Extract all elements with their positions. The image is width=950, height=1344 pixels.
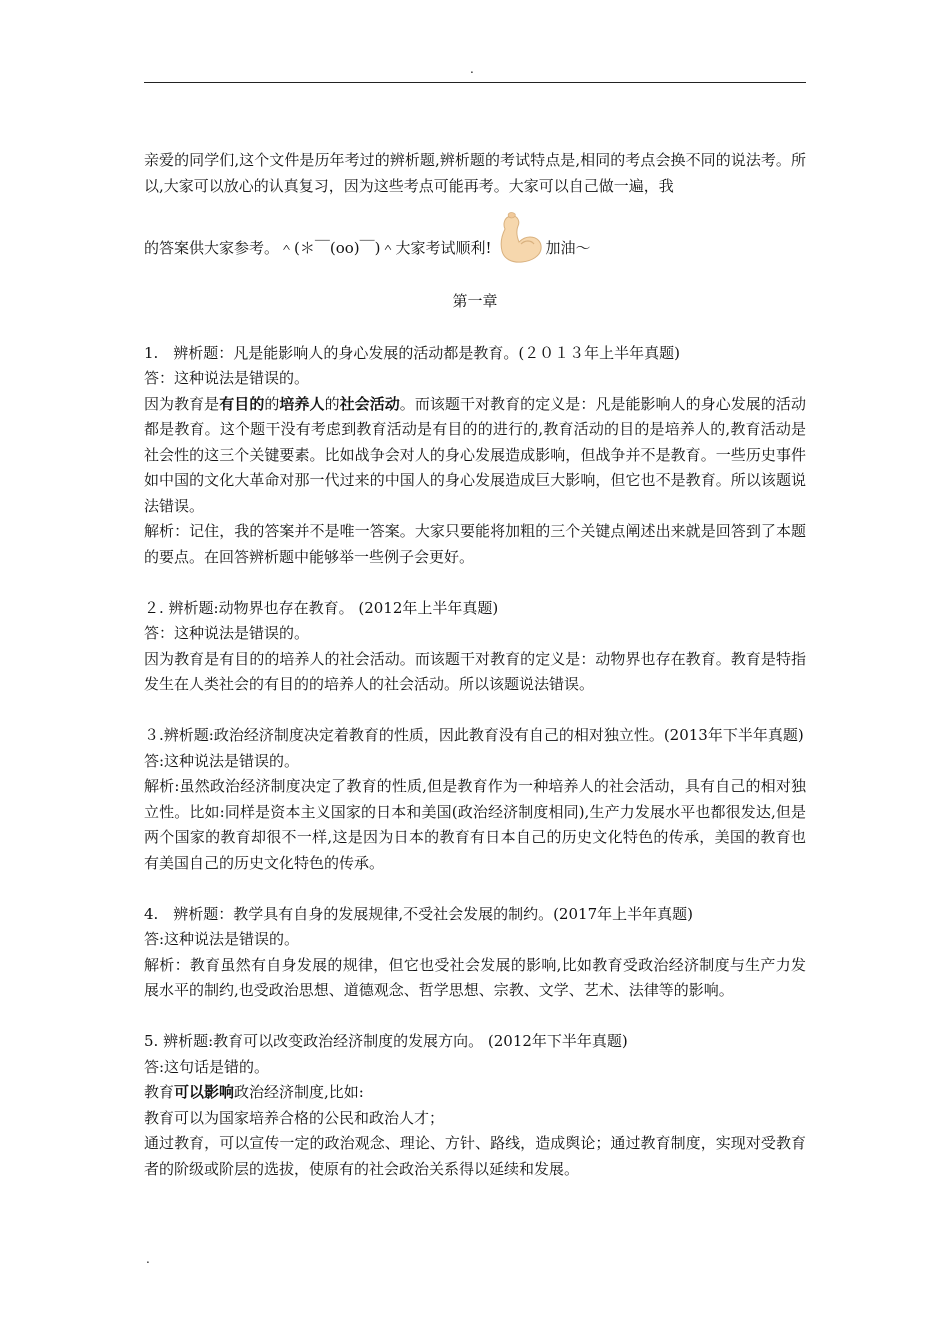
analysis-note: 解析：记住，我的答案并不是唯一答案。大家只要能将加粗的三个关键点阐述出来就是回答到了本题的要点。在回答辨析题中能够举一些例子会更好。 — [144, 522, 806, 566]
body-text: 因为教育是 — [144, 394, 220, 413]
answer-line: 答:这种说法是错误的。 — [144, 751, 300, 770]
document-body — [144, 148, 806, 1208]
footer-mark: . — [146, 1252, 150, 1266]
answer-body-line: 通过教育，可以宣传一定的政治观念、理论、方针、路线，造成舆论；通过教育制度，实现对受教育者的阶级或阶层的选拔，使原有的社会政治关系得以延续和发展。 — [144, 1134, 806, 1178]
key-point: 有目的 — [219, 394, 265, 413]
answer-line: 答：这种说法是错误的。 — [144, 369, 310, 387]
question-prompt: ２. 辨析题:动物界也存在教育。 (2012年上半年真题) — [144, 598, 499, 617]
answer-line: 答：这种说法是错误的。 — [144, 624, 310, 642]
answer-body — [144, 392, 806, 520]
question-prompt: 5. 辨析题:教育可以改变政治经济制度的发展方向。 (2012年下半年真题) — [144, 1032, 628, 1050]
answer-body: 因为教育是有目的的培养人的社会活动。而该题干对教育的定义是：动物界也存在教育。教育是特指发生在人类社会的有目的的培养人的社会活动。所以该题说法错误。 — [144, 649, 806, 693]
flexed-biceps-icon — [494, 209, 544, 265]
question-prompt: 4. 辨析题：教学具有自身的发展规律,不受社会发展的制约。(2017年上半年真题) — [144, 904, 693, 923]
intro-closing — [144, 209, 806, 261]
body-text: 政治经济制度,比如: — [234, 1083, 364, 1101]
key-point: 培养人 — [279, 394, 325, 413]
question-3 — [144, 723, 806, 876]
answer-body: 解析：教育虽然有自身发展的规律，但它也受社会发展的影响,比如教育受政治经济制度与生产力发展水平的制约,也受政治思想、道德观念、哲学思想、宗教、文学、艺术、法律等的影响。 — [144, 955, 806, 999]
header-rule — [144, 82, 806, 83]
body-text: 。而该题干对教育的定义是：凡是能影响人的身心发展的活动都是教育。这个题干没有考虑到教育活动是有目的的进行的,教育活动的目的是培养人的,教育活动是社会性的这三个关键要素。比如战争会对人的身心发展造成影响，但战争并不是教育。一些历史事件如中国的文化大革命对那一代过来的中国人的身心发展造成巨大影响，但它也不是教育。所以该题说法错误。 — [144, 394, 806, 515]
intro-closing-text: 的答案供大家参考。＾(＊￣(oo)￣)＾大家考试顺利! — [144, 238, 492, 257]
answer-body: 解析:虽然政治经济制度决定了教育的性质,但是教育作为一种培养人的社会活动，具有自己的相对独立性。比如:同样是资本主义国家的日本和美国(政治经济制度相同),生产力发展水平也都很发达,但是两个国家的教育却很不一样,这是因为日本的教育有日本自己的历史文化特色的传承，美国的教育也有美国自己的历史文化特色的传承。 — [144, 777, 806, 872]
header-mark: . — [470, 62, 474, 76]
answer-line: 答:这种说法是错误的。 — [144, 930, 300, 948]
chapter-title: 第一章 — [452, 292, 498, 310]
question-prompt: ３.辨析题:政治经济制度决定着教育的性质，因此教育没有自己的相对独立性。(2013年下半年真题) — [144, 726, 804, 744]
question-4 — [144, 902, 806, 1004]
body-text: 的 — [324, 394, 340, 413]
key-point: 社会活动 — [339, 394, 400, 413]
body-text: 教育 — [144, 1083, 175, 1101]
question-2 — [144, 596, 806, 698]
question-prompt: 1. 辨析题：凡是能影响人的身心发展的活动都是教育。(２０１３年上半年真题) — [144, 343, 681, 362]
intro-paragraph: 亲爱的同学们,这个文件是历年考过的辨析题,辨析题的考试特点是,相同的考点会换不同的说法考。所以,大家可以放心的认真复习，因为这些考点可能再考。大家可以自己做一遍，我 — [144, 151, 806, 195]
body-text: 的 — [264, 394, 280, 413]
key-point: 可以影响 — [174, 1083, 235, 1101]
question-1 — [144, 341, 806, 571]
question-5 — [144, 1029, 806, 1182]
cheer-text: 加油～ — [545, 238, 591, 257]
answer-body — [144, 1080, 806, 1106]
answer-line: 答:这句话是错的。 — [144, 1057, 270, 1076]
answer-body-line: 教育可以为国家培养合格的公民和政治人才； — [144, 1108, 445, 1127]
